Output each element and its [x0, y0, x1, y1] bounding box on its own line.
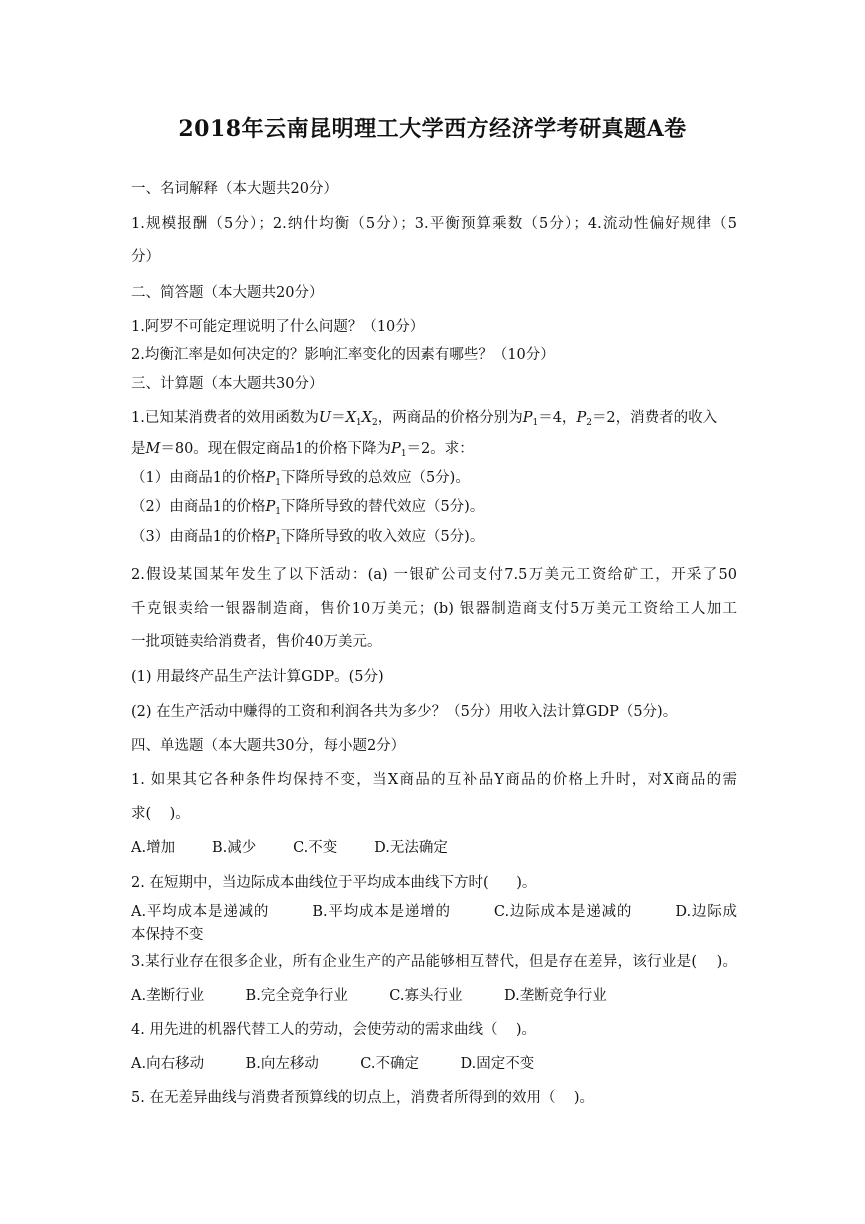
section-heading-short-answer: 二、简答题（本大题共20分）: [131, 285, 324, 301]
calc-q1-part-1: （1）由商品1的价格$P_1$下降所导致的总效应（5分)。: [131, 470, 470, 488]
choice-q1-options: A.增加 B.减少 C.不变 D.无法确定: [131, 840, 448, 856]
calc-q1-line-1: 1.已知某消费者的效用函数为$U=X_1X_2$，两商品的价格分别为$P_1=4$，$P_2=2$，消费者的收入: [131, 410, 718, 428]
definitions-line-2: 分）: [131, 249, 160, 265]
choice-q2-options-line-2: 本保持不变: [131, 927, 204, 943]
calc-q2-part-2: (2) 在生产活动中赚得的工资和利润各共为多少？（5分）用收入法计算GDP（5分)。: [131, 704, 678, 720]
page-title: 2018年云南昆明理工大学西方经济学考研真题A卷: [178, 116, 687, 142]
definitions-line-1: 1.规模报酬（5分）；2.纳什均衡（5分）；3.平衡预算乘数（5分）；4.流动性偏好规律（5: [131, 216, 737, 232]
choice-q1-line-1: 1. 如果其它各种条件均保持不变，当X商品的互补品Y商品的价格上升时，对X商品的需: [131, 772, 737, 788]
calc-q1-part-2: （2）由商品1的价格$P_1$下降所导致的替代效应（5分)。: [131, 499, 485, 517]
calc-q2-line-3: 一批项链卖给消费者，售价40万美元。: [131, 634, 382, 650]
calc-q2-part-1: (1) 用最终产品生产法计算GDP。(5分): [131, 669, 384, 685]
choice-q4-options: A.向右移动 B.向左移动 C.不确定 D.固定不变: [131, 1056, 535, 1072]
choice-q1-line-2: 求( )。: [131, 806, 190, 822]
calc-q1-part-3: （3）由商品1的价格$P_1$下降所导致的收入效应（5分)。: [131, 529, 485, 547]
short-answer-q1: 1.阿罗不可能定理说明了什么问题？（10分）: [131, 319, 425, 335]
calc-q2-line-2: 千克银卖给一银器制造商，售价10万美元；(b) 银器制造商支付5万美元工资给工人加工: [131, 601, 737, 617]
choice-q3-stem: 3.某行业存在很多企业，所有企业生产的产品能够相互替代，但是存在差异，该行业是( )。: [131, 954, 737, 970]
calc-q1-line-2: 是M＝80。现在假定商品1的价格下降为$P_1=2$。求：: [131, 441, 474, 459]
choice-q2-stem: 2. 在短期中，当边际成本曲线位于平均成本曲线下方时( )。: [131, 875, 537, 891]
choice-q3-options: A.垄断行业 B.完全竞争行业 C.寡头行业 D.垄断竞争行业: [131, 988, 607, 1004]
section-heading-calculation: 三、计算题（本大题共30分）: [131, 376, 324, 392]
choice-q5-stem: 5. 在无差异曲线与消费者预算线的切点上，消费者所得到的效用（ )。: [131, 1090, 595, 1106]
short-answer-q2: 2.均衡汇率是如何决定的？影响汇率变化的因素有哪些？（10分）: [131, 347, 555, 363]
calc-q2-line-1: 2.假设某国某年发生了以下活动：(a) 一银矿公司支付7.5万美元工资给矿工，开采了50: [131, 567, 737, 583]
choice-q2-options-line-1: A.平均成本是递减的 B.平均成本是递增的 C.边际成本是递减的 D.边际成: [131, 904, 737, 920]
choice-q4-stem: 4. 用先进的机器代替工人的劳动，会使劳动的需求曲线（ )。: [131, 1022, 537, 1038]
section-heading-single-choice: 四、单选题（本大题共30分，每小题2分）: [131, 738, 406, 754]
section-heading-definitions: 一、名词解释（本大题共20分）: [131, 181, 338, 197]
